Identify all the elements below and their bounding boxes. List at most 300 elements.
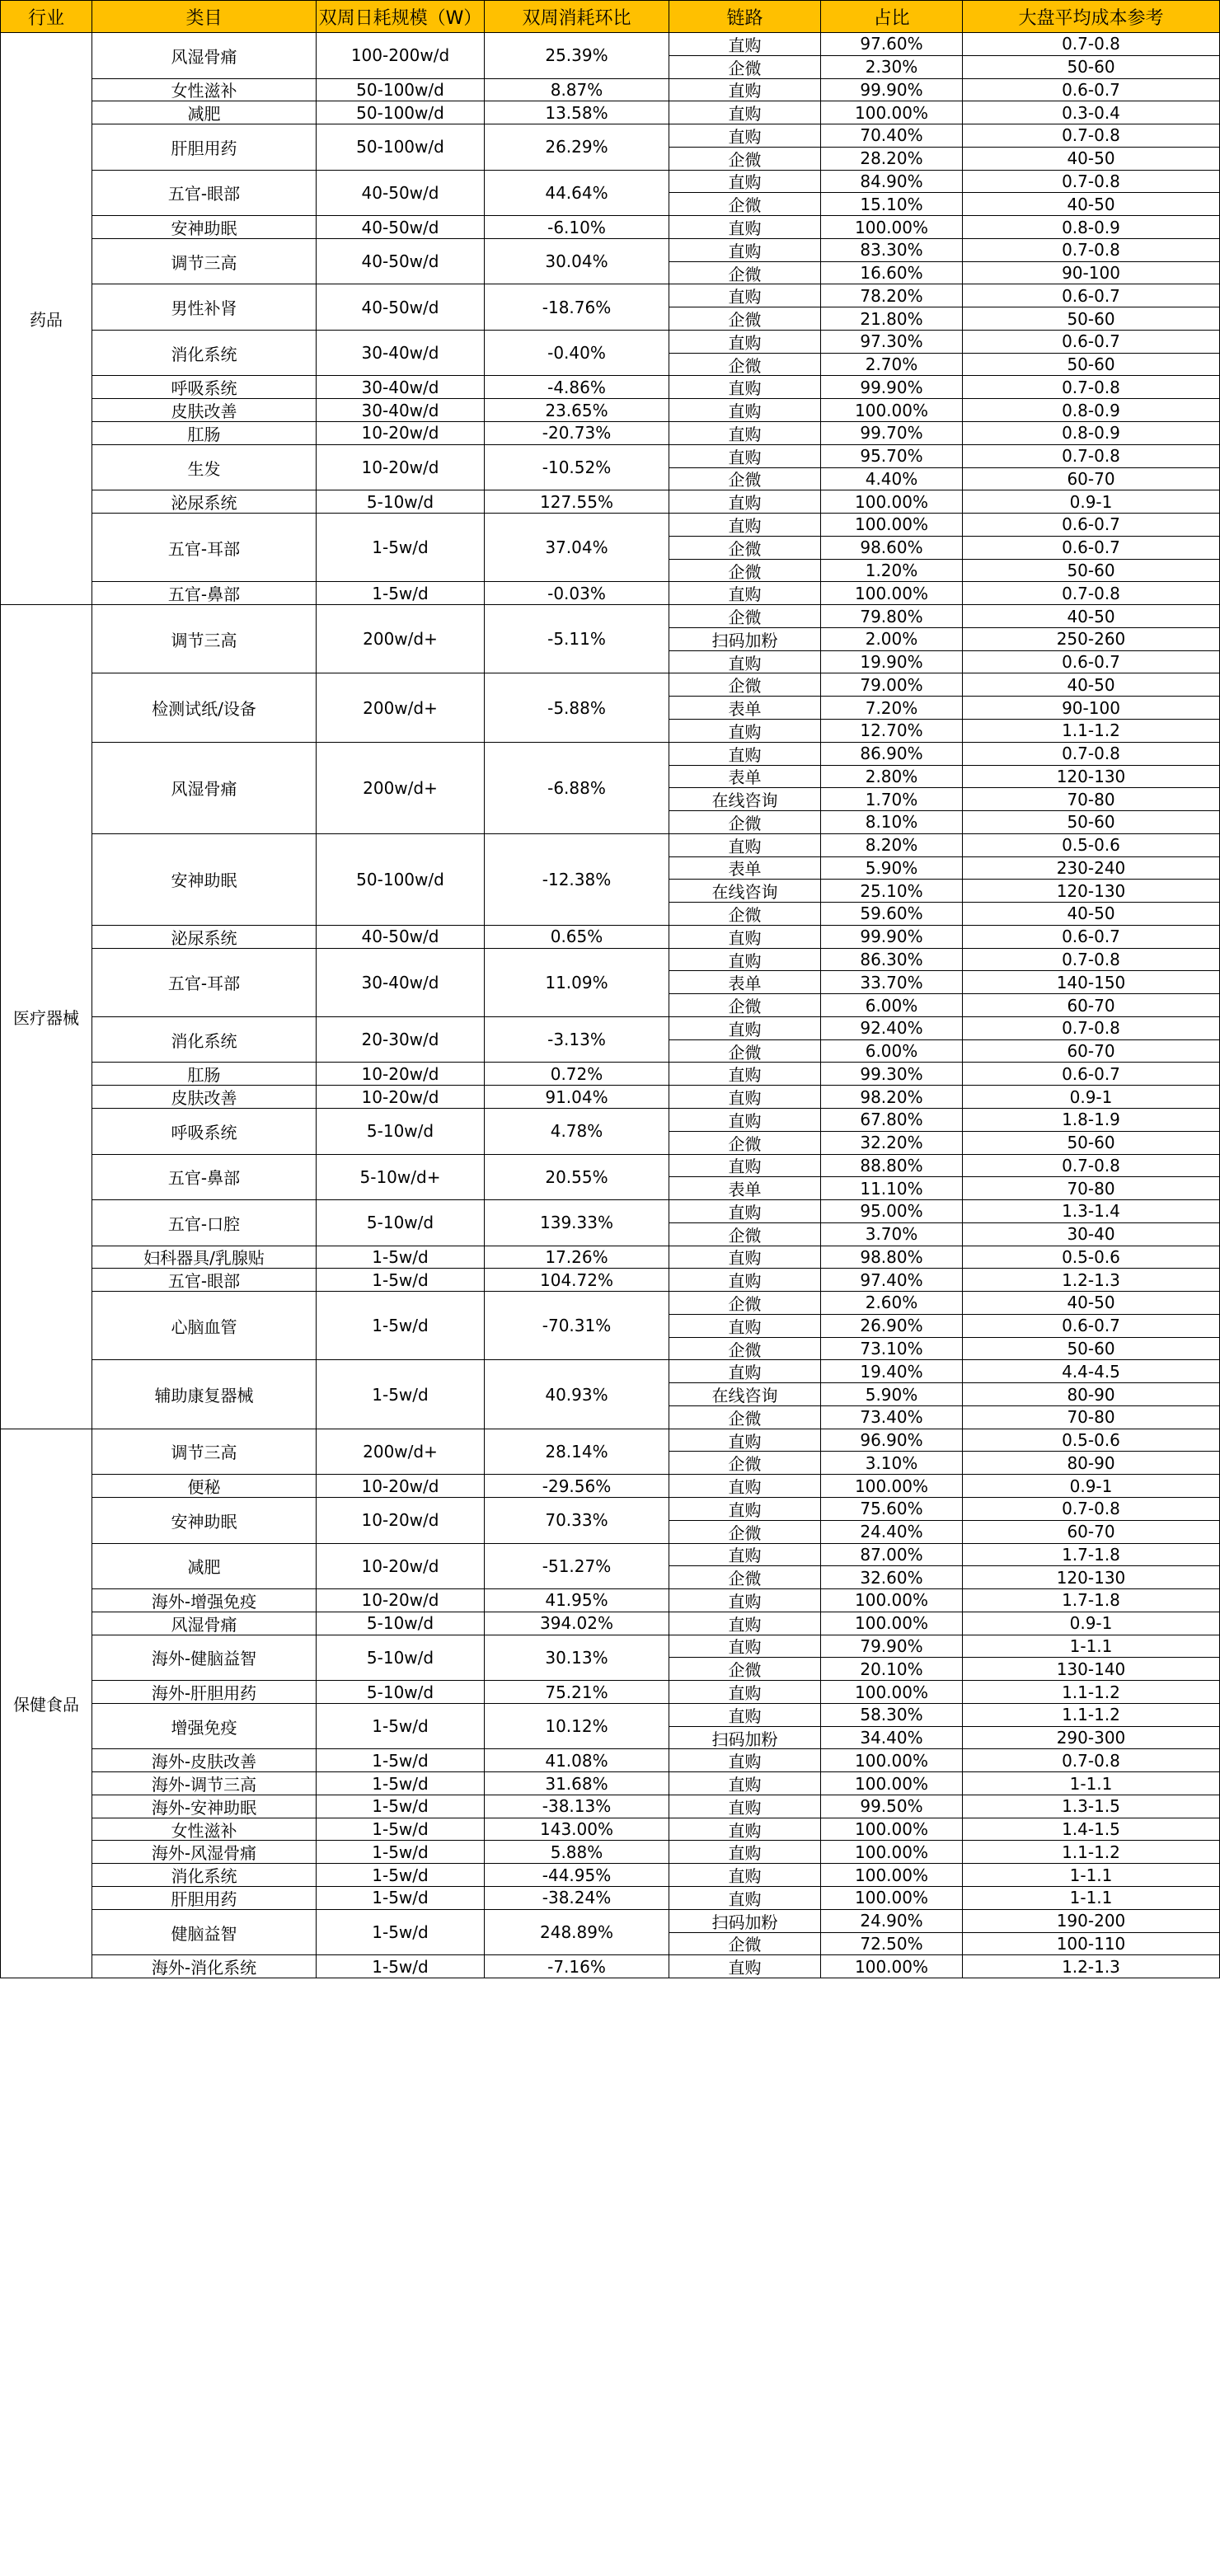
share-cell: 87.00%: [821, 1544, 963, 1567]
link-cell: 直购: [669, 1589, 821, 1612]
scale-cell: 1-5w/d: [317, 1795, 485, 1818]
share-cell: 33.70%: [821, 971, 963, 994]
link-cell: 直购: [669, 1360, 821, 1383]
change-cell: 41.08%: [485, 1749, 669, 1772]
share-cell: 2.30%: [821, 56, 963, 79]
cost-cell: 70-80: [963, 1406, 1220, 1429]
share-cell: 100.00%: [821, 490, 963, 514]
cost-cell: 0.6-0.7: [963, 514, 1220, 537]
cost-cell: 1-1.1: [963, 1772, 1220, 1795]
scale-cell: 50-100w/d: [317, 834, 485, 926]
cost-cell: 0.7-0.8: [963, 445, 1220, 468]
category-cell: 女性滋补: [92, 1818, 317, 1842]
share-cell: 79.00%: [821, 673, 963, 697]
cost-cell: 1.7-1.8: [963, 1544, 1220, 1567]
scale-cell: 1-5w/d: [317, 1772, 485, 1795]
share-cell: 7.20%: [821, 697, 963, 720]
link-cell: 企微: [669, 673, 821, 697]
scale-cell: 1-5w/d: [317, 1864, 485, 1887]
cost-cell: 40-50: [963, 1292, 1220, 1315]
scale-cell: 5-10w/d: [317, 1109, 485, 1155]
cost-cell: 120-130: [963, 880, 1220, 903]
share-cell: 15.10%: [821, 193, 963, 216]
share-cell: 16.60%: [821, 262, 963, 285]
change-cell: -29.56%: [485, 1475, 669, 1498]
cost-cell: 130-140: [963, 1658, 1220, 1681]
share-cell: 100.00%: [821, 582, 963, 605]
cost-cell: 290-300: [963, 1727, 1220, 1750]
share-cell: 12.70%: [821, 720, 963, 743]
share-cell: 6.00%: [821, 994, 963, 1017]
link-cell: 直购: [669, 1269, 821, 1292]
scale-cell: 10-20w/d: [317, 1498, 485, 1544]
change-cell: 0.65%: [485, 926, 669, 949]
link-cell: 直购: [669, 1635, 821, 1659]
share-cell: 28.20%: [821, 148, 963, 171]
cost-cell: 1-1.1: [963, 1635, 1220, 1659]
share-cell: 100.00%: [821, 1887, 963, 1910]
change-cell: -18.76%: [485, 284, 669, 331]
change-cell: 25.39%: [485, 33, 669, 79]
share-cell: 79.80%: [821, 605, 963, 628]
share-cell: 100.00%: [821, 514, 963, 537]
scale-cell: 1-5w/d: [317, 1269, 485, 1292]
cost-cell: 190-200: [963, 1910, 1220, 1933]
share-cell: 73.10%: [821, 1338, 963, 1361]
change-cell: -70.31%: [485, 1292, 669, 1360]
cost-cell: 50-60: [963, 307, 1220, 331]
link-cell: 表单: [669, 1177, 821, 1200]
link-cell: 企微: [669, 56, 821, 79]
scale-cell: 1-5w/d: [317, 1910, 485, 1956]
share-cell: 88.80%: [821, 1155, 963, 1178]
change-cell: 30.04%: [485, 239, 669, 285]
share-cell: 86.90%: [821, 743, 963, 766]
scale-cell: 1-5w/d: [317, 1360, 485, 1429]
change-cell: 28.14%: [485, 1429, 669, 1476]
link-cell: 表单: [669, 857, 821, 880]
cost-cell: 60-70: [963, 1521, 1220, 1544]
change-cell: 75.21%: [485, 1681, 669, 1704]
share-cell: 99.30%: [821, 1063, 963, 1086]
category-cell: 皮肤改善: [92, 1086, 317, 1109]
change-cell: -5.11%: [485, 605, 669, 673]
link-cell: 直购: [669, 834, 821, 857]
link-cell: 直购: [669, 399, 821, 422]
cost-cell: 80-90: [963, 1452, 1220, 1475]
scale-cell: 5-10w/d: [317, 1635, 485, 1682]
category-cell: 便秘: [92, 1475, 317, 1498]
link-cell: 直购: [669, 490, 821, 514]
category-cell: 呼吸系统: [92, 1109, 317, 1155]
change-cell: 0.72%: [485, 1063, 669, 1086]
scale-cell: 10-20w/d: [317, 422, 485, 445]
scale-cell: 100-200w/d: [317, 33, 485, 79]
cost-cell: 0.9-1: [963, 1475, 1220, 1498]
share-cell: 98.20%: [821, 1086, 963, 1109]
share-cell: 24.40%: [821, 1521, 963, 1544]
category-cell: 海外-肝胆用药: [92, 1681, 317, 1704]
cost-cell: 60-70: [963, 468, 1220, 491]
link-cell: 直购: [669, 284, 821, 307]
change-cell: -0.03%: [485, 582, 669, 605]
share-cell: 78.20%: [821, 284, 963, 307]
cost-cell: 50-60: [963, 354, 1220, 377]
scale-cell: 10-20w/d: [317, 1063, 485, 1086]
change-cell: 5.88%: [485, 1841, 669, 1864]
category-cell: 肛肠: [92, 422, 317, 445]
category-cell: 风湿骨痛: [92, 33, 317, 79]
share-cell: 70.40%: [821, 124, 963, 148]
share-cell: 98.80%: [821, 1246, 963, 1269]
change-cell: -4.86%: [485, 376, 669, 399]
scale-cell: 10-20w/d: [317, 1544, 485, 1590]
category-cell: 风湿骨痛: [92, 743, 317, 834]
scale-cell: 5-10w/d: [317, 1681, 485, 1704]
header-change: 双周消耗环比: [485, 0, 669, 33]
cost-cell: 40-50: [963, 673, 1220, 697]
cost-cell: 50-60: [963, 811, 1220, 834]
share-cell: 32.60%: [821, 1566, 963, 1589]
scale-cell: 5-10w/d+: [317, 1155, 485, 1201]
cost-cell: 1.7-1.8: [963, 1589, 1220, 1612]
share-cell: 100.00%: [821, 101, 963, 124]
scale-cell: 1-5w/d: [317, 1841, 485, 1864]
cost-cell: 0.8-0.9: [963, 399, 1220, 422]
share-cell: 95.00%: [821, 1200, 963, 1223]
cost-cell: 50-60: [963, 560, 1220, 583]
category-cell: 五官-鼻部: [92, 582, 317, 605]
link-cell: 直购: [669, 1772, 821, 1795]
link-cell: 直购: [669, 1795, 821, 1818]
share-cell: 100.00%: [821, 1841, 963, 1864]
share-cell: 97.40%: [821, 1269, 963, 1292]
category-cell: 减肥: [92, 1544, 317, 1590]
cost-cell: 0.7-0.8: [963, 1749, 1220, 1772]
cost-cell: 0.7-0.8: [963, 124, 1220, 148]
link-cell: 表单: [669, 697, 821, 720]
link-cell: 在线咨询: [669, 880, 821, 903]
change-cell: 41.95%: [485, 1589, 669, 1612]
cost-cell: 0.6-0.7: [963, 651, 1220, 674]
scale-cell: 50-100w/d: [317, 101, 485, 124]
cost-cell: 0.9-1: [963, 490, 1220, 514]
scale-cell: 1-5w/d: [317, 514, 485, 582]
link-cell: 直购: [669, 1315, 821, 1338]
category-cell: 女性滋补: [92, 79, 317, 102]
cost-cell: 120-130: [963, 766, 1220, 789]
change-cell: 23.65%: [485, 399, 669, 422]
category-cell: 妇科器具/乳腺贴: [92, 1246, 317, 1269]
share-cell: 2.60%: [821, 1292, 963, 1315]
share-cell: 8.20%: [821, 834, 963, 857]
change-cell: 127.55%: [485, 490, 669, 514]
scale-cell: 50-100w/d: [317, 124, 485, 171]
share-cell: 100.00%: [821, 216, 963, 239]
share-cell: 4.40%: [821, 468, 963, 491]
cost-cell: 1.1-1.2: [963, 720, 1220, 743]
change-cell: 139.33%: [485, 1200, 669, 1246]
link-cell: 企微: [669, 468, 821, 491]
category-cell: 海外-皮肤改善: [92, 1749, 317, 1772]
share-cell: 100.00%: [821, 1612, 963, 1635]
link-cell: 企微: [669, 1292, 821, 1315]
scale-cell: 1-5w/d: [317, 1292, 485, 1360]
link-cell: 直购: [669, 1864, 821, 1887]
link-cell: 企微: [669, 903, 821, 926]
cost-cell: 40-50: [963, 148, 1220, 171]
scale-cell: 30-40w/d: [317, 331, 485, 377]
scale-cell: 40-50w/d: [317, 239, 485, 285]
link-cell: 企微: [669, 811, 821, 834]
change-cell: 104.72%: [485, 1269, 669, 1292]
link-cell: 表单: [669, 971, 821, 994]
cost-cell: 1.4-1.5: [963, 1818, 1220, 1842]
share-cell: 2.80%: [821, 766, 963, 789]
change-cell: -0.40%: [485, 331, 669, 377]
category-cell: 心脑血管: [92, 1292, 317, 1360]
share-cell: 32.20%: [821, 1132, 963, 1155]
category-cell: 海外-健脑益智: [92, 1635, 317, 1682]
cost-cell: 50-60: [963, 56, 1220, 79]
category-cell: 辅助康复器械: [92, 1360, 317, 1429]
header-scale: 双周日耗规模（W）: [317, 0, 485, 33]
link-cell: 直购: [669, 422, 821, 445]
scale-cell: 1-5w/d: [317, 1818, 485, 1842]
link-cell: 直购: [669, 1200, 821, 1223]
change-cell: 37.04%: [485, 514, 669, 582]
share-cell: 79.90%: [821, 1635, 963, 1659]
share-cell: 84.90%: [821, 171, 963, 194]
share-cell: 100.00%: [821, 1955, 963, 1978]
link-cell: 直购: [669, 1841, 821, 1864]
share-cell: 100.00%: [821, 1818, 963, 1842]
industry-cell: 医疗器械: [0, 605, 92, 1429]
link-cell: 直购: [669, 1749, 821, 1772]
cost-cell: 1.1-1.2: [963, 1841, 1220, 1864]
category-cell: 安神助眠: [92, 216, 317, 239]
share-cell: 3.70%: [821, 1223, 963, 1246]
share-cell: 11.10%: [821, 1177, 963, 1200]
category-cell: 肝胆用药: [92, 1887, 317, 1910]
category-cell: 五官-鼻部: [92, 1155, 317, 1201]
category-cell: 消化系统: [92, 331, 317, 377]
cost-cell: 0.6-0.7: [963, 537, 1220, 560]
scale-cell: 1-5w/d: [317, 1749, 485, 1772]
change-cell: -7.16%: [485, 1955, 669, 1978]
change-cell: 40.93%: [485, 1360, 669, 1429]
change-cell: 31.68%: [485, 1772, 669, 1795]
cost-cell: 60-70: [963, 994, 1220, 1017]
link-cell: 直购: [669, 582, 821, 605]
link-cell: 直购: [669, 1246, 821, 1269]
share-cell: 26.90%: [821, 1315, 963, 1338]
change-cell: 20.55%: [485, 1155, 669, 1201]
share-cell: 19.90%: [821, 651, 963, 674]
link-cell: 企微: [669, 1658, 821, 1681]
link-cell: 企微: [669, 560, 821, 583]
cost-cell: 1.1-1.2: [963, 1681, 1220, 1704]
link-cell: 直购: [669, 1063, 821, 1086]
cost-cell: 40-50: [963, 605, 1220, 628]
link-cell: 直购: [669, 79, 821, 102]
change-cell: 91.04%: [485, 1086, 669, 1109]
cost-cell: 70-80: [963, 788, 1220, 811]
share-cell: 75.60%: [821, 1498, 963, 1521]
cost-cell: 40-50: [963, 193, 1220, 216]
category-cell: 海外-安神助眠: [92, 1795, 317, 1818]
scale-cell: 5-10w/d: [317, 1200, 485, 1246]
category-cell: 减肥: [92, 101, 317, 124]
share-cell: 100.00%: [821, 399, 963, 422]
cost-cell: 0.7-0.8: [963, 1017, 1220, 1040]
change-cell: 30.13%: [485, 1635, 669, 1682]
share-cell: 58.30%: [821, 1704, 963, 1727]
scale-cell: 10-20w/d: [317, 1475, 485, 1498]
cost-cell: 0.7-0.8: [963, 949, 1220, 972]
change-cell: 10.12%: [485, 1704, 669, 1750]
cost-cell: 0.6-0.7: [963, 1063, 1220, 1086]
share-cell: 99.90%: [821, 926, 963, 949]
link-cell: 直购: [669, 1887, 821, 1910]
share-cell: 1.20%: [821, 560, 963, 583]
link-cell: 扫码加粉: [669, 628, 821, 651]
change-cell: 8.87%: [485, 79, 669, 102]
link-cell: 直购: [669, 1544, 821, 1567]
link-cell: 企微: [669, 537, 821, 560]
link-cell: 直购: [669, 376, 821, 399]
category-cell: 呼吸系统: [92, 376, 317, 399]
share-cell: 72.50%: [821, 1933, 963, 1956]
scale-cell: 200w/d+: [317, 605, 485, 673]
cost-cell: 0.7-0.8: [963, 376, 1220, 399]
cost-cell: 1-1.1: [963, 1887, 1220, 1910]
category-cell: 调节三高: [92, 239, 317, 285]
change-cell: -6.88%: [485, 743, 669, 834]
cost-cell: 50-60: [963, 1338, 1220, 1361]
cost-cell: 0.6-0.7: [963, 926, 1220, 949]
link-cell: 直购: [669, 1155, 821, 1178]
cost-cell: 0.7-0.8: [963, 1155, 1220, 1178]
scale-cell: 200w/d+: [317, 673, 485, 742]
link-cell: 企微: [669, 1933, 821, 1956]
share-cell: 34.40%: [821, 1727, 963, 1750]
link-cell: 企微: [669, 605, 821, 628]
cost-cell: 90-100: [963, 262, 1220, 285]
category-cell: 五官-耳部: [92, 949, 317, 1017]
share-cell: 98.60%: [821, 537, 963, 560]
cost-cell: 4.4-4.5: [963, 1360, 1220, 1383]
category-cell: 五官-眼部: [92, 171, 317, 217]
scale-cell: 50-100w/d: [317, 79, 485, 102]
scale-cell: 5-10w/d: [317, 490, 485, 514]
cost-cell: 0.6-0.7: [963, 331, 1220, 354]
cost-cell: 70-80: [963, 1177, 1220, 1200]
cost-cell: 0.8-0.9: [963, 216, 1220, 239]
cost-cell: 0.5-0.6: [963, 834, 1220, 857]
change-cell: -12.38%: [485, 834, 669, 926]
share-cell: 92.40%: [821, 1017, 963, 1040]
link-cell: 企微: [669, 1040, 821, 1063]
cost-cell: 1.2-1.3: [963, 1269, 1220, 1292]
share-cell: 8.10%: [821, 811, 963, 834]
link-cell: 企微: [669, 148, 821, 171]
link-cell: 企微: [669, 1452, 821, 1475]
share-cell: 73.40%: [821, 1406, 963, 1429]
share-cell: 100.00%: [821, 1681, 963, 1704]
cost-cell: 0.7-0.8: [963, 743, 1220, 766]
share-cell: 86.30%: [821, 949, 963, 972]
change-cell: 11.09%: [485, 949, 669, 1017]
cost-cell: 30-40: [963, 1223, 1220, 1246]
link-cell: 直购: [669, 124, 821, 148]
category-cell: 五官-耳部: [92, 514, 317, 582]
cost-cell: 1.3-1.5: [963, 1795, 1220, 1818]
cost-cell: 0.7-0.8: [963, 239, 1220, 262]
link-cell: 直购: [669, 216, 821, 239]
share-cell: 97.60%: [821, 33, 963, 56]
cost-cell: 100-110: [963, 1933, 1220, 1956]
scale-cell: 30-40w/d: [317, 376, 485, 399]
scale-cell: 30-40w/d: [317, 949, 485, 1017]
change-cell: 44.64%: [485, 171, 669, 217]
cost-cell: 0.8-0.9: [963, 422, 1220, 445]
link-cell: 在线咨询: [669, 1383, 821, 1406]
cost-cell: 50-60: [963, 1132, 1220, 1155]
share-cell: 100.00%: [821, 1589, 963, 1612]
link-cell: 直购: [669, 514, 821, 537]
category-cell: 风湿骨痛: [92, 1612, 317, 1635]
category-cell: 泌尿系统: [92, 926, 317, 949]
share-cell: 97.30%: [821, 331, 963, 354]
cost-cell: 1.3-1.4: [963, 1200, 1220, 1223]
category-cell: 肝胆用药: [92, 124, 317, 171]
industry-cell: 保健食品: [0, 1429, 92, 1978]
link-cell: 直购: [669, 1681, 821, 1704]
link-cell: 企微: [669, 354, 821, 377]
link-cell: 直购: [669, 445, 821, 468]
share-cell: 67.80%: [821, 1109, 963, 1132]
change-cell: 13.58%: [485, 101, 669, 124]
change-cell: 394.02%: [485, 1612, 669, 1635]
share-cell: 99.70%: [821, 422, 963, 445]
share-cell: 99.50%: [821, 1795, 963, 1818]
cost-cell: 0.9-1: [963, 1086, 1220, 1109]
category-cell: 调节三高: [92, 605, 317, 673]
share-cell: 21.80%: [821, 307, 963, 331]
link-cell: 企微: [669, 1338, 821, 1361]
share-cell: 100.00%: [821, 1475, 963, 1498]
header-share: 占比: [821, 0, 963, 33]
link-cell: 表单: [669, 766, 821, 789]
link-cell: 直购: [669, 331, 821, 354]
scale-cell: 200w/d+: [317, 1429, 485, 1476]
header-link: 链路: [669, 0, 821, 33]
cost-cell: 0.6-0.7: [963, 1315, 1220, 1338]
link-cell: 直购: [669, 651, 821, 674]
cost-cell: 0.7-0.8: [963, 1498, 1220, 1521]
cost-cell: 80-90: [963, 1383, 1220, 1406]
link-cell: 直购: [669, 720, 821, 743]
share-cell: 3.10%: [821, 1452, 963, 1475]
share-cell: 59.60%: [821, 903, 963, 926]
cost-cell: 0.3-0.4: [963, 101, 1220, 124]
change-cell: -51.27%: [485, 1544, 669, 1590]
link-cell: 企微: [669, 1223, 821, 1246]
category-cell: 安神助眠: [92, 1498, 317, 1544]
share-cell: 99.90%: [821, 376, 963, 399]
scale-cell: 5-10w/d: [317, 1612, 485, 1635]
